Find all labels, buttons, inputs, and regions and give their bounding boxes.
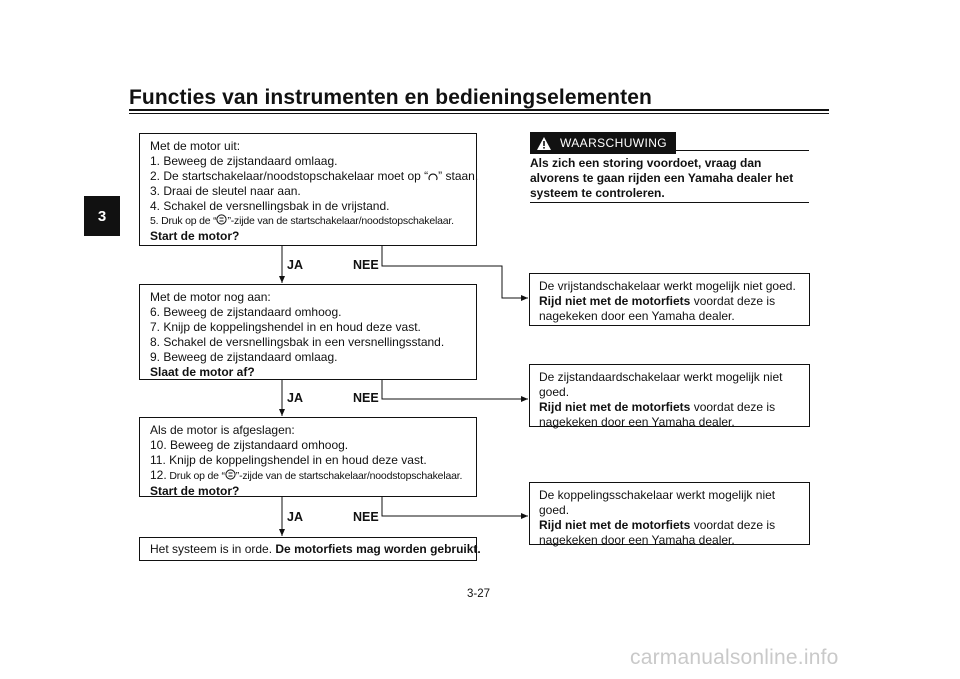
result2-line-2: goed. bbox=[539, 385, 570, 399]
warning-rule bbox=[676, 150, 809, 151]
page-title: Functies van instrumenten en bedieningselementen bbox=[129, 86, 652, 109]
yes-label-2: JA bbox=[287, 391, 303, 405]
warning-text: Als zich een storing voordoet, vraag dan alvorens te gaan rijden een Yamaha dealer het systeem te controleren. bbox=[530, 156, 794, 200]
yes-label-1: JA bbox=[287, 258, 303, 272]
box4-text: Het systeem is in orde. bbox=[150, 542, 276, 556]
result3-bold: Rijd niet met de motorfiets bbox=[539, 518, 691, 532]
result-box-1 bbox=[529, 273, 810, 326]
box2-line-3: 7. Knijp de koppelingshendel in en houd deze vast. bbox=[150, 320, 421, 334]
result3-last: nagekeken door een Yamaha dealer. bbox=[539, 533, 735, 547]
run-switch-icon bbox=[428, 171, 438, 181]
step-box-3 bbox=[139, 417, 477, 497]
step-box-1 bbox=[139, 133, 477, 246]
result3-line-1: De koppelingsschakelaar werkt mogelijk niet bbox=[539, 488, 776, 502]
box1-line-1: Met de motor uit: bbox=[150, 139, 241, 153]
nee-arrow-2 bbox=[382, 380, 528, 399]
start-switch-icon-2 bbox=[225, 469, 236, 480]
result2-line-1: De zijstandaardschakelaar werkt mogelijk niet bbox=[539, 370, 783, 384]
result1-rest: voordat deze is bbox=[690, 294, 776, 308]
no-label-3: NEE bbox=[353, 510, 379, 524]
nee-arrow-3 bbox=[382, 497, 528, 516]
no-label-2: NEE bbox=[353, 391, 379, 405]
result2-bold: Rijd niet met de motorfiets bbox=[539, 400, 691, 414]
result1-line-1: De vrijstandschakelaar werkt mogelijk niet goed. bbox=[539, 279, 796, 293]
result-box-2 bbox=[529, 364, 810, 427]
box1-line-3: 2. De startschakelaar/noodstopschakelaar moet op “ ” staan. bbox=[150, 169, 479, 183]
box2-question: Slaat de motor af? bbox=[150, 365, 255, 379]
yes-label-3: JA bbox=[287, 510, 303, 524]
box3-line-2: 10. Beweeg de zijstandaard omhoog. bbox=[150, 438, 349, 452]
watermark: carmanualsonline.info bbox=[630, 646, 839, 669]
box1-line-6: 5. Druk op de “ ”-zijde van de startschakelaar/noodstopschakelaar. bbox=[150, 215, 454, 227]
warning-triangle-icon bbox=[536, 136, 552, 151]
result2-last: nagekeken door een Yamaha dealer. bbox=[539, 415, 735, 429]
box3-line-1: Als de motor is afgeslagen: bbox=[150, 423, 295, 437]
step-box-2 bbox=[139, 284, 477, 380]
box1-question: Start de motor? bbox=[150, 229, 240, 243]
result2-rest: voordat deze is bbox=[690, 400, 776, 414]
no-label-1: NEE bbox=[353, 258, 379, 272]
result3-rest: voordat deze is bbox=[690, 518, 776, 532]
box3-line-3: 11. Knijp de koppelingshendel in en houd deze vast. bbox=[150, 453, 427, 467]
box2-line-5: 9. Beweeg de zijstandaard omlaag. bbox=[150, 350, 338, 364]
step-box-4 bbox=[139, 537, 481, 561]
box2-line-4: 8. Schakel de versnellingsbak in een versnellingsstand. bbox=[150, 335, 445, 349]
warning-badge bbox=[530, 132, 676, 154]
start-switch-icon bbox=[216, 214, 227, 225]
result1-last: nagekeken door een Yamaha dealer. bbox=[539, 309, 735, 323]
box2-line-1: Met de motor nog aan: bbox=[150, 290, 271, 304]
box1-line-5: 4. Schakel de versnellingsbak in de vrijstand. bbox=[150, 199, 390, 213]
page-number: 3-27 bbox=[467, 588, 491, 600]
warning-label: WAARSCHUWING bbox=[560, 136, 668, 150]
box1-line-4: 3. Draai de sleutel naar aan. bbox=[150, 184, 301, 198]
result3-line-2: goed. bbox=[539, 503, 570, 517]
box3-question: Start de motor? bbox=[150, 484, 240, 498]
box4-bold: De motorfiets mag worden gebruikt. bbox=[275, 542, 481, 556]
box3-line-4: 12. Druk op de “ ”-zijde van de startschakelaar/noodstopschakelaar. bbox=[150, 468, 463, 482]
box1-line-2: 1. Beweeg de zijstandaard omlaag. bbox=[150, 154, 338, 168]
box2-line-2: 6. Beweeg de zijstandaard omhoog. bbox=[150, 305, 342, 319]
warning-bottom-rule bbox=[530, 202, 809, 203]
result-box-3 bbox=[529, 482, 810, 545]
result1-bold: Rijd niet met de motorfiets bbox=[539, 294, 691, 308]
chapter-tab: 3 bbox=[84, 196, 120, 236]
